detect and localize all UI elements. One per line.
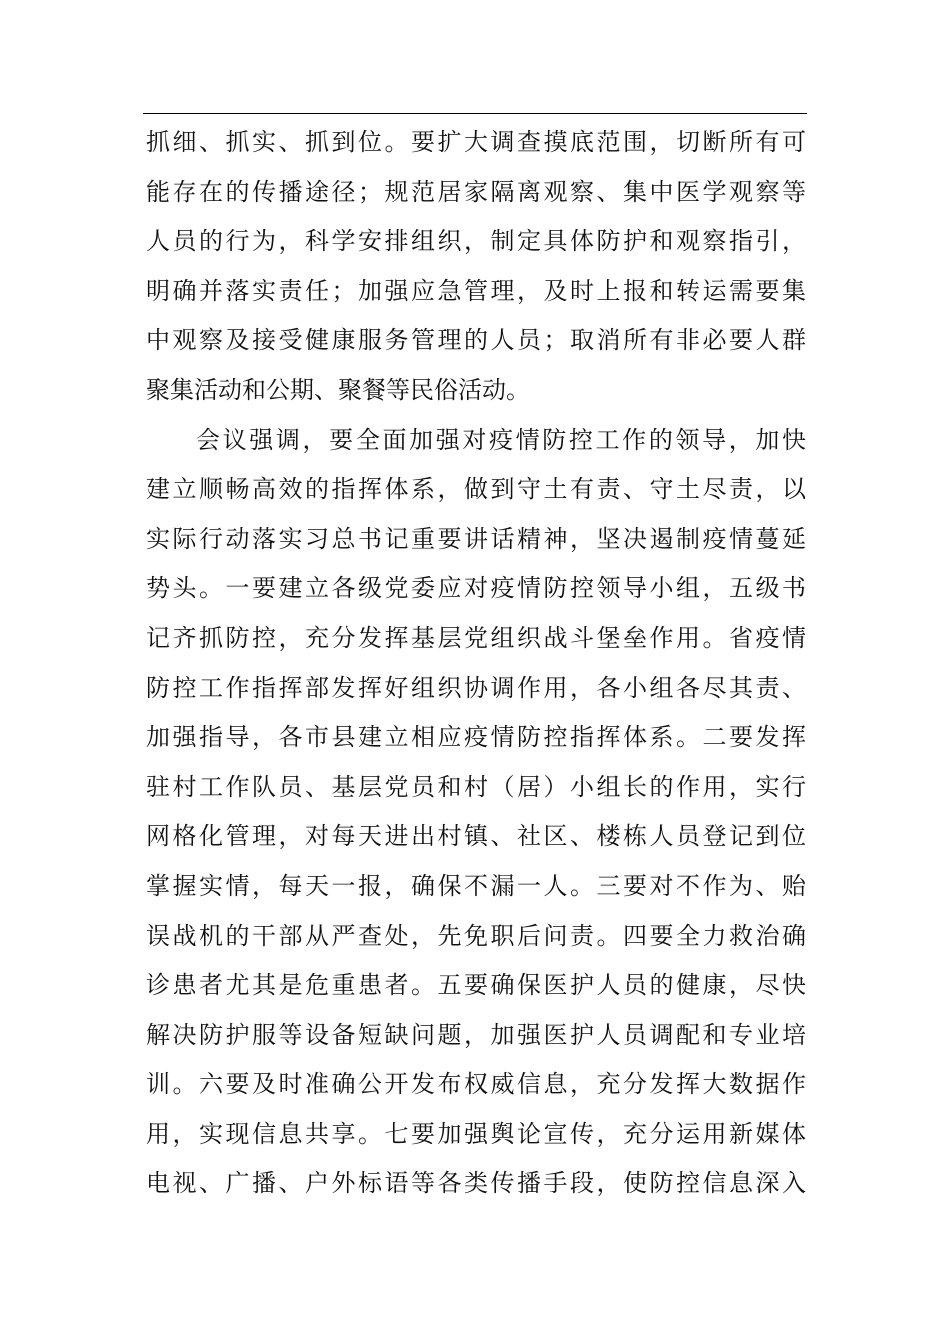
text-line: 掌握实情，每天一报，确保不漏一人。三要对不作为、贻	[146, 871, 806, 900]
paragraph-2	[146, 416, 806, 1210]
text-line: 人员的行为，科学安排组织，制定具体防护和观察指引，	[146, 227, 806, 256]
text-line: 中观察及接受健康服务管理的人员；取消所有非必要人群	[146, 326, 806, 355]
text-line: 误战机的干部从严查处，先免职后问责。四要全力救治确	[146, 921, 806, 950]
text-line: 建立顺畅高效的指挥体系，做到守土有责、守土尽责，以	[146, 475, 806, 504]
text-line: 聚集活动和公期、聚餐等民俗活动。	[146, 375, 530, 404]
text-line: 明确并落实责任；加强应急管理，及时上报和转运需要集	[146, 276, 806, 305]
text-line: 电视、广播、户外标语等各类传播手段，使防控信息深入	[146, 1169, 806, 1198]
text-line: 实际行动落实习总书记重要讲话精神，坚决遏制疫情蔓延	[146, 524, 806, 553]
header-rule	[143, 113, 807, 114]
text-line: 用，实现信息共享。七要加强舆论宣传，充分运用新媒体	[146, 1119, 806, 1148]
text-line: 解决防护服等设备短缺问题，加强医护人员调配和专业培	[146, 1020, 806, 1049]
text-line: 抓细、抓实、抓到位。要扩大调查摸底范围，切断所有可	[146, 128, 806, 156]
text-line: 诊患者尤其是危重患者。五要确保医护人员的健康，尽快	[146, 971, 806, 1000]
text-line: 会议强调，要全面加强对疫情防控工作的领导，加快	[196, 425, 806, 454]
paragraph-1	[146, 118, 806, 416]
text-line: 防控工作指挥部发挥好组织协调作用，各小组各尽其责、	[146, 673, 806, 702]
text-line: 势头。一要建立各级党委应对疫情防控领导小组，五级书	[146, 574, 806, 603]
text-line: 记齐抓防控，充分发挥基层党组织战斗堡垒作用。省疫情	[146, 623, 806, 652]
text-line: 驻村工作队员、基层党员和村（居）小组长的作用，实行	[146, 772, 806, 801]
text-line: 加强指导，各市县建立相应疫情防控指挥体系。二要发挥	[146, 723, 806, 752]
text-line: 能存在的传播途径；规范居家隔离观察、集中医学观察等	[146, 177, 806, 206]
document-body	[146, 118, 806, 1209]
text-line: 训。六要及时准确公开发布权威信息，充分发挥大数据作	[146, 1070, 806, 1099]
text-line: 网格化管理，对每天进出村镇、社区、楼栋人员登记到位	[146, 822, 806, 851]
